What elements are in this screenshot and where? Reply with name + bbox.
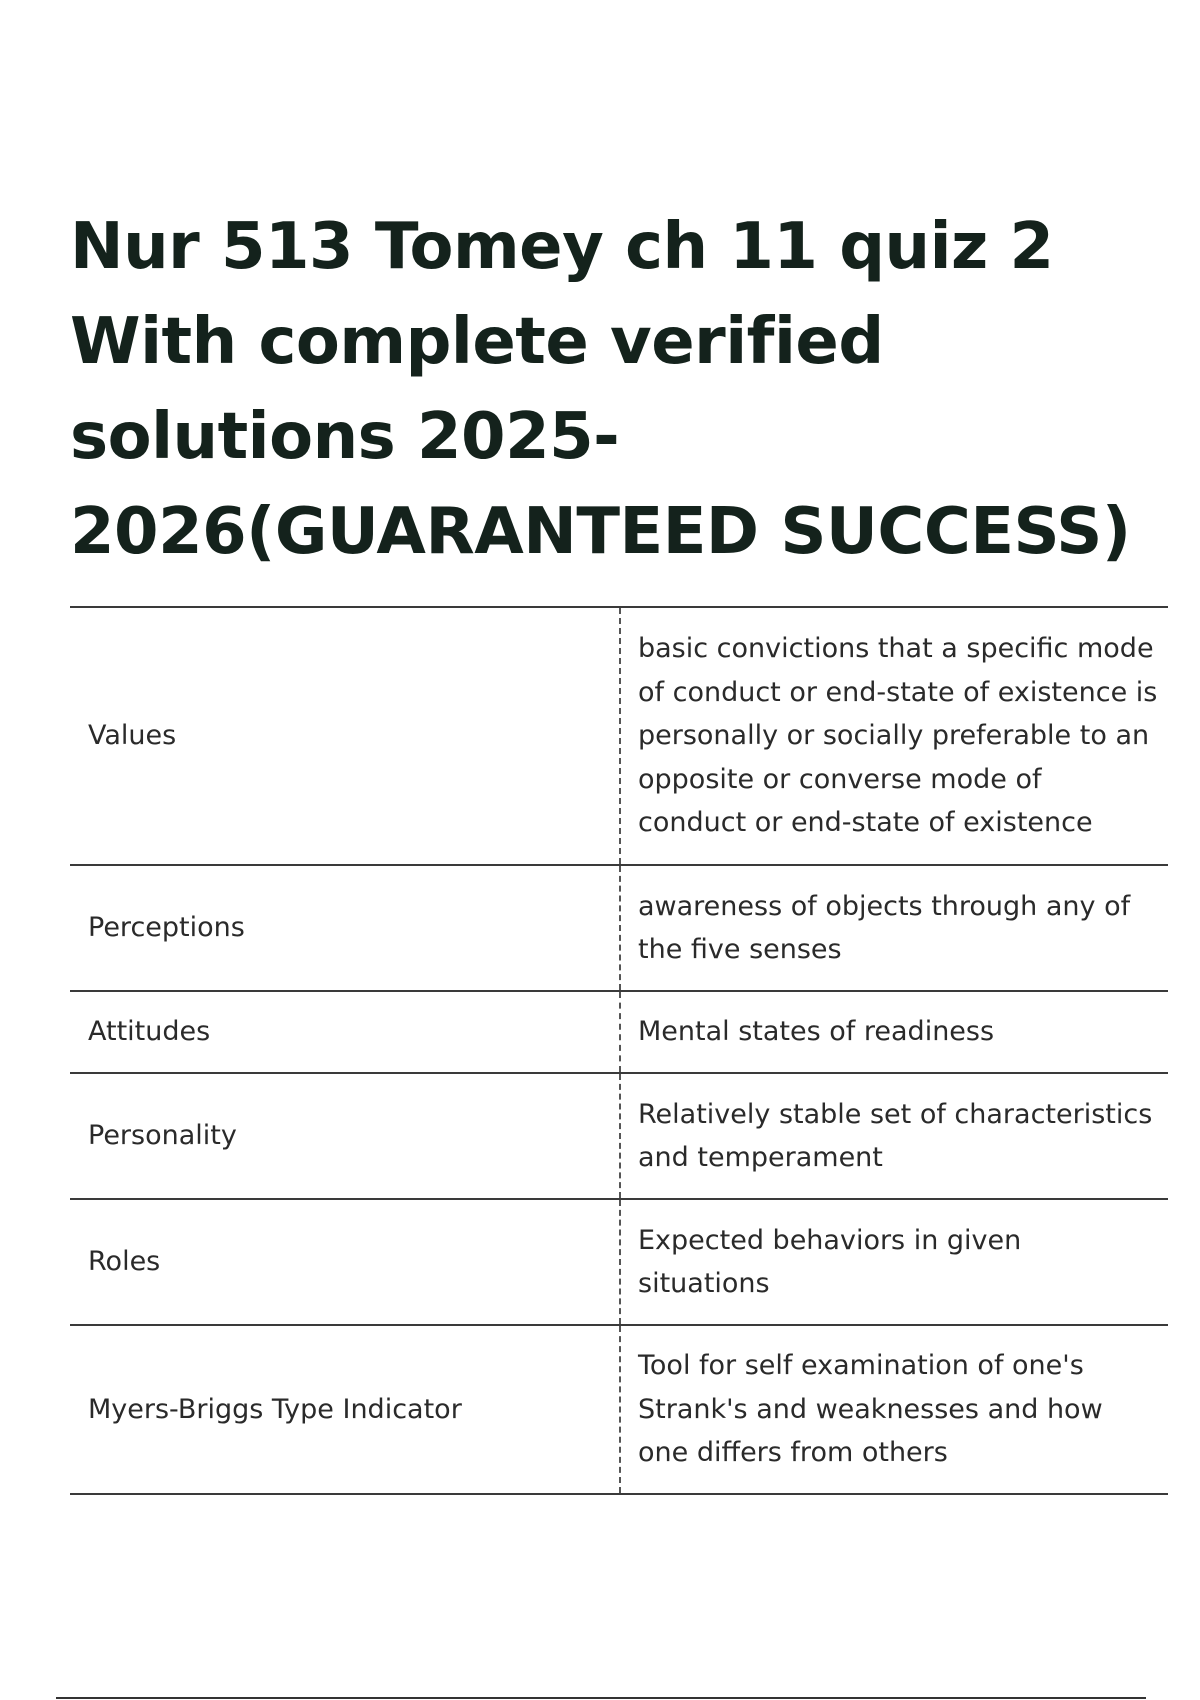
footer-divider xyxy=(56,1697,1146,1699)
term-cell: Roles xyxy=(70,1199,620,1325)
definition-cell: awareness of objects through any of the five senses xyxy=(620,865,1168,991)
table-row xyxy=(70,991,1168,1073)
title-line: 2026(GUARANTEED SUCCESS) xyxy=(70,495,1131,569)
definition-cell: Mental states of readiness xyxy=(620,991,1168,1073)
term-cell: Perceptions xyxy=(70,865,620,991)
document-title xyxy=(70,200,1130,580)
definition-cell: Relatively stable set of characteristics and temperament xyxy=(620,1073,1168,1199)
definition-cell: basic convictions that a specific mode of conduct or end-state of existence is personally or socially preferable to an opposite or converse mode of conduct or end-state of existence xyxy=(620,607,1168,865)
term-cell: Attitudes xyxy=(70,991,620,1073)
term-cell: Personality xyxy=(70,1073,620,1199)
table-row xyxy=(70,1073,1168,1199)
title-line: With complete verified xyxy=(70,305,884,379)
table-row xyxy=(70,1325,1168,1494)
term-cell: Myers-Briggs Type Indicator xyxy=(70,1325,620,1494)
table-row xyxy=(70,607,1168,865)
table-row xyxy=(70,1199,1168,1325)
definition-cell: Tool for self examination of one's Strank's and weaknesses and how one differs from others xyxy=(620,1325,1168,1494)
title-line: solutions 2025- xyxy=(70,400,620,474)
term-cell: Values xyxy=(70,607,620,865)
definition-cell: Expected behaviors in given situations xyxy=(620,1199,1168,1325)
document-page xyxy=(70,200,1168,1469)
table-row xyxy=(70,865,1168,991)
title-line: Nur 513 Tomey ch 11 quiz 2 xyxy=(70,210,1054,284)
flashcard-table xyxy=(70,606,1168,1495)
